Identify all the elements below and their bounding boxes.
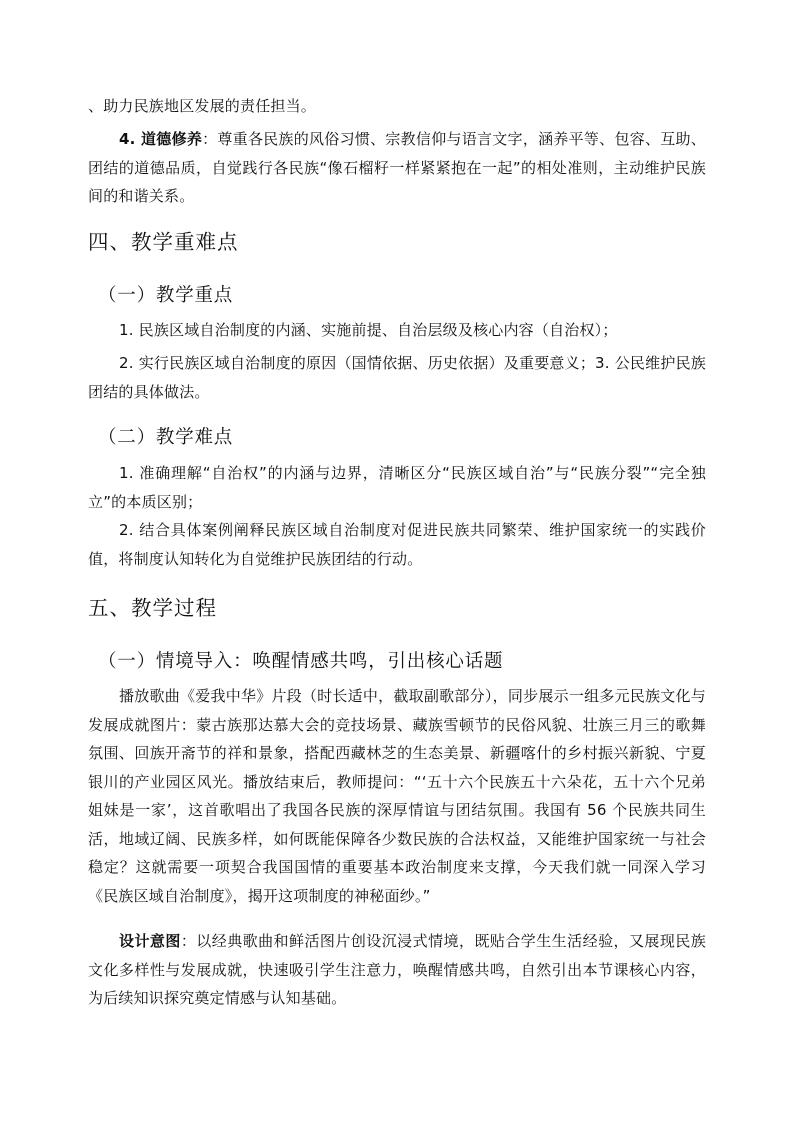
key-point-1: 1. 民族区域自治制度的内涵、实施前提、自治层级及核心内容（自治权）； — [119, 321, 618, 339]
item-4-label: 4. 道德修养 — [119, 130, 203, 148]
section-4-title: 四、教学重难点 — [88, 230, 239, 254]
key-point-2: 2. 实行民族区域自治制度的原因（国情依据、历史依据）及重要意义；3. 公民维护民族团结的具体做法。 — [88, 354, 706, 401]
section-5-title: 五、教学过程 — [88, 596, 217, 620]
intro-continuation: 、助力民族地区发展的责任担当。 — [88, 97, 317, 115]
section-4-sub2-title: （二）教学难点 — [98, 427, 234, 448]
section-5-sub1-title: （一）情境导入：唤醒情感共鸣，引出核心话题 — [98, 651, 504, 672]
difficulty-2: 2. 结合具体案例阐释民族区域自治制度对促进民族共同繁荣、维护国家统一的实践价值，将制度认知转化为自觉维护民族团结的行动。 — [88, 521, 706, 568]
item-4-text: ：尊重各民族的风俗习惯、宗教信仰与语言文字，涵养平等、包容、互助、团结的道德品质，自觉践行各民族“像石榴籽一样紧紧抱在一起”的相处准则，主动维护民族间的和谐关系。 — [88, 130, 706, 205]
design-intent-paragraph — [88, 927, 706, 1013]
section-4-sub1-title: （一）教学重点 — [98, 285, 234, 306]
situation-paragraph: 播放歌曲《爱我中华》片段（时长适中，截取副歌部分），同步展示一组多元民族文化与发展成就图片：蒙古族那达慕大会的竞技场景、藏族雪顿节的民俗风貌、壮族三月三的歌舞氛围、回族开斋节的祥和景象，搭配西藏林芝的生态美景、新疆喀什的乡村振兴新貌、宁夏银川的产业园区风光。播放结束后，教师提问：“‘五十六个民族五十六朵花，五十六个兄弟姐妹是一家’，这首歌唱出了我国各民族的深厚情谊与团结氛围。我国有 56 个民族共同生活，地域辽阔、民族多样，如何既能保障各少数民族的合法权益，又能维护国家统一与社会稳定？这就需要一项契合我国国情的重要基本政治制度来支撑，今天我们就一同深入学习《民族区域自治制度》，揭开这项制度的神秘面纱。” — [88, 687, 706, 905]
item-4-paragraph — [88, 125, 706, 211]
design-intent-label: 设计意图 — [119, 932, 181, 950]
design-intent-text: ：以经典歌曲和鲜活图片创设沉浸式情境，既贴合学生生活经验，又展现民族文化多样性与发展成就，快速吸引学生注意力，唤醒情感共鸣，自然引出本节课核心内容，为后续知识探究奠定情感与认知基础。 — [88, 932, 706, 1007]
difficulty-1: 1. 准确理解“自治权”的内涵与边界，清晰区分“民族区域自治”与“民族分裂”“完全独立”的本质区别； — [88, 464, 706, 511]
